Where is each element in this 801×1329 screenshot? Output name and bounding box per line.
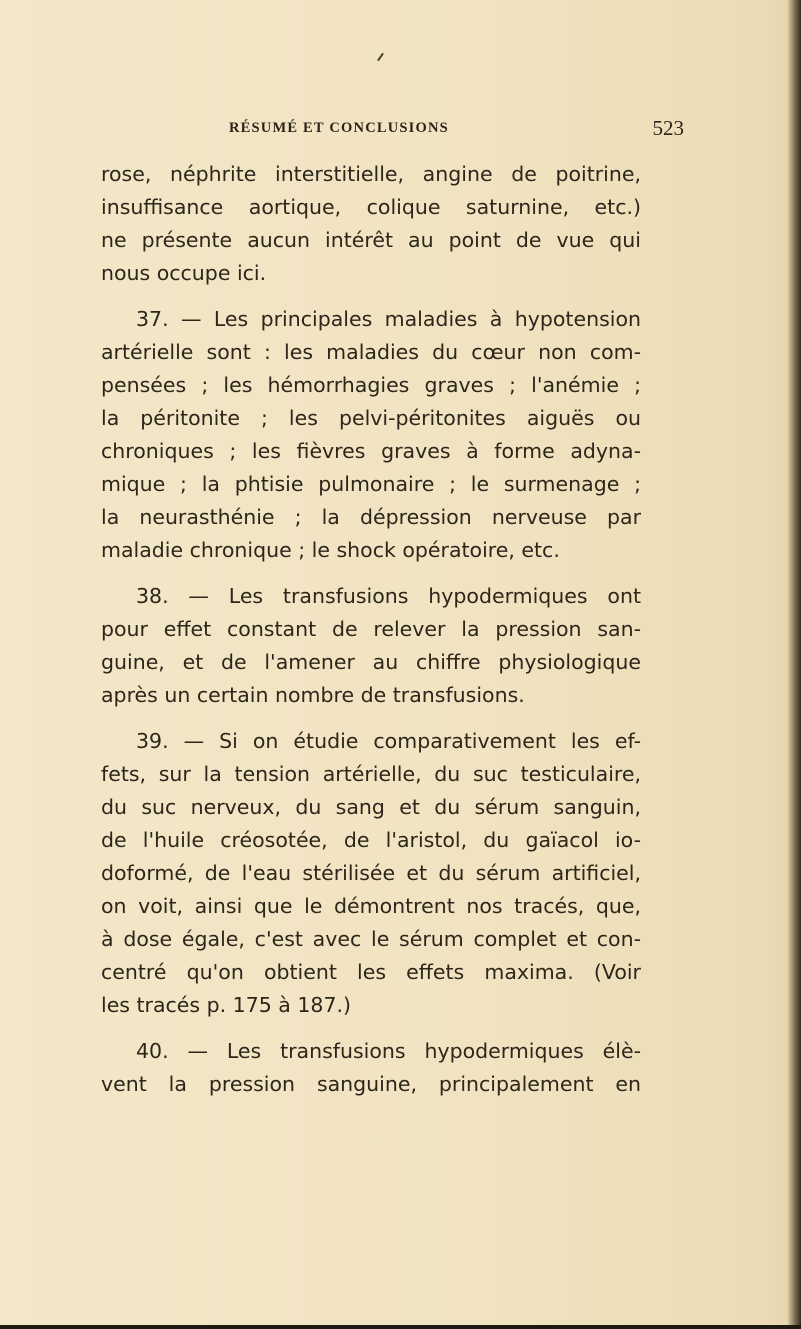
text-line: de l'huile créosotée, de l'aristol, du gaïacol io- (101, 828, 641, 852)
page-edge-shadow (787, 0, 801, 1329)
bottom-edge (0, 1325, 801, 1329)
text-line: maladie chronique ; le shock opératoire, etc. (101, 538, 560, 562)
text-line: 38. — Les transfusions hypodermiques ont (136, 584, 641, 608)
header-title: RÉSUMÉ ET CONCLUSIONS (229, 120, 449, 136)
text-line: après un certain nombre de transfusions. (101, 683, 525, 707)
text-line: ne présente aucun intérêt au point de vue qui (101, 228, 641, 252)
stray-mark (377, 53, 384, 62)
running-header (229, 116, 684, 142)
text-line: la péritonite ; les pelvi-péritonites aiguës ou (101, 406, 641, 430)
text-line: à dose égale, c'est avec le sérum complet et con- (101, 927, 641, 951)
text-line: rose, néphrite interstitielle, angine de poitrine, (101, 162, 641, 186)
text-line: vent la pression sanguine, principalement en (101, 1072, 641, 1096)
text-line: guine, et de l'amener au chiffre physiologique (101, 650, 641, 674)
text-line: les tracés p. 175 à 187.) (101, 993, 352, 1017)
page-number: 523 (652, 116, 684, 140)
text-line: on voit, ainsi que le démontrent nos tracés, que, (101, 894, 641, 918)
text-line: centré qu'on obtient les effets maxima. (Voir (101, 960, 641, 984)
text-line: pour effet constant de relever la pression san- (101, 617, 641, 641)
text-line: 37. — Les principales maladies à hypotension (136, 307, 641, 331)
text-line: la neurasthénie ; la dépression nerveuse par (101, 505, 641, 529)
text-line: 40. — Les transfusions hypodermiques élè- (136, 1039, 641, 1063)
text-line: nous occupe ici. (101, 261, 267, 285)
text-line: insuffisance aortique, colique saturnine, etc.) (101, 195, 641, 219)
text-line: artérielle sont : les maladies du cœur non com- (101, 340, 641, 364)
text-line: chroniques ; les fièvres graves à forme adyna- (101, 439, 641, 463)
text-line: pensées ; les hémorrhagies graves ; l'anémie ; (101, 373, 641, 397)
text-line: 39. — Si on étudie comparativement les ef- (136, 729, 641, 753)
text-line: mique ; la phtisie pulmonaire ; le surmenage ; (101, 472, 641, 496)
text-line: doformé, de l'eau stérilisée et du sérum artificiel, (101, 861, 641, 885)
text-line: fets, sur la tension artérielle, du suc testiculaire, (101, 762, 641, 786)
text-line: du suc nerveux, du sang et du sérum sanguin, (101, 795, 641, 819)
body-text (101, 158, 641, 1101)
